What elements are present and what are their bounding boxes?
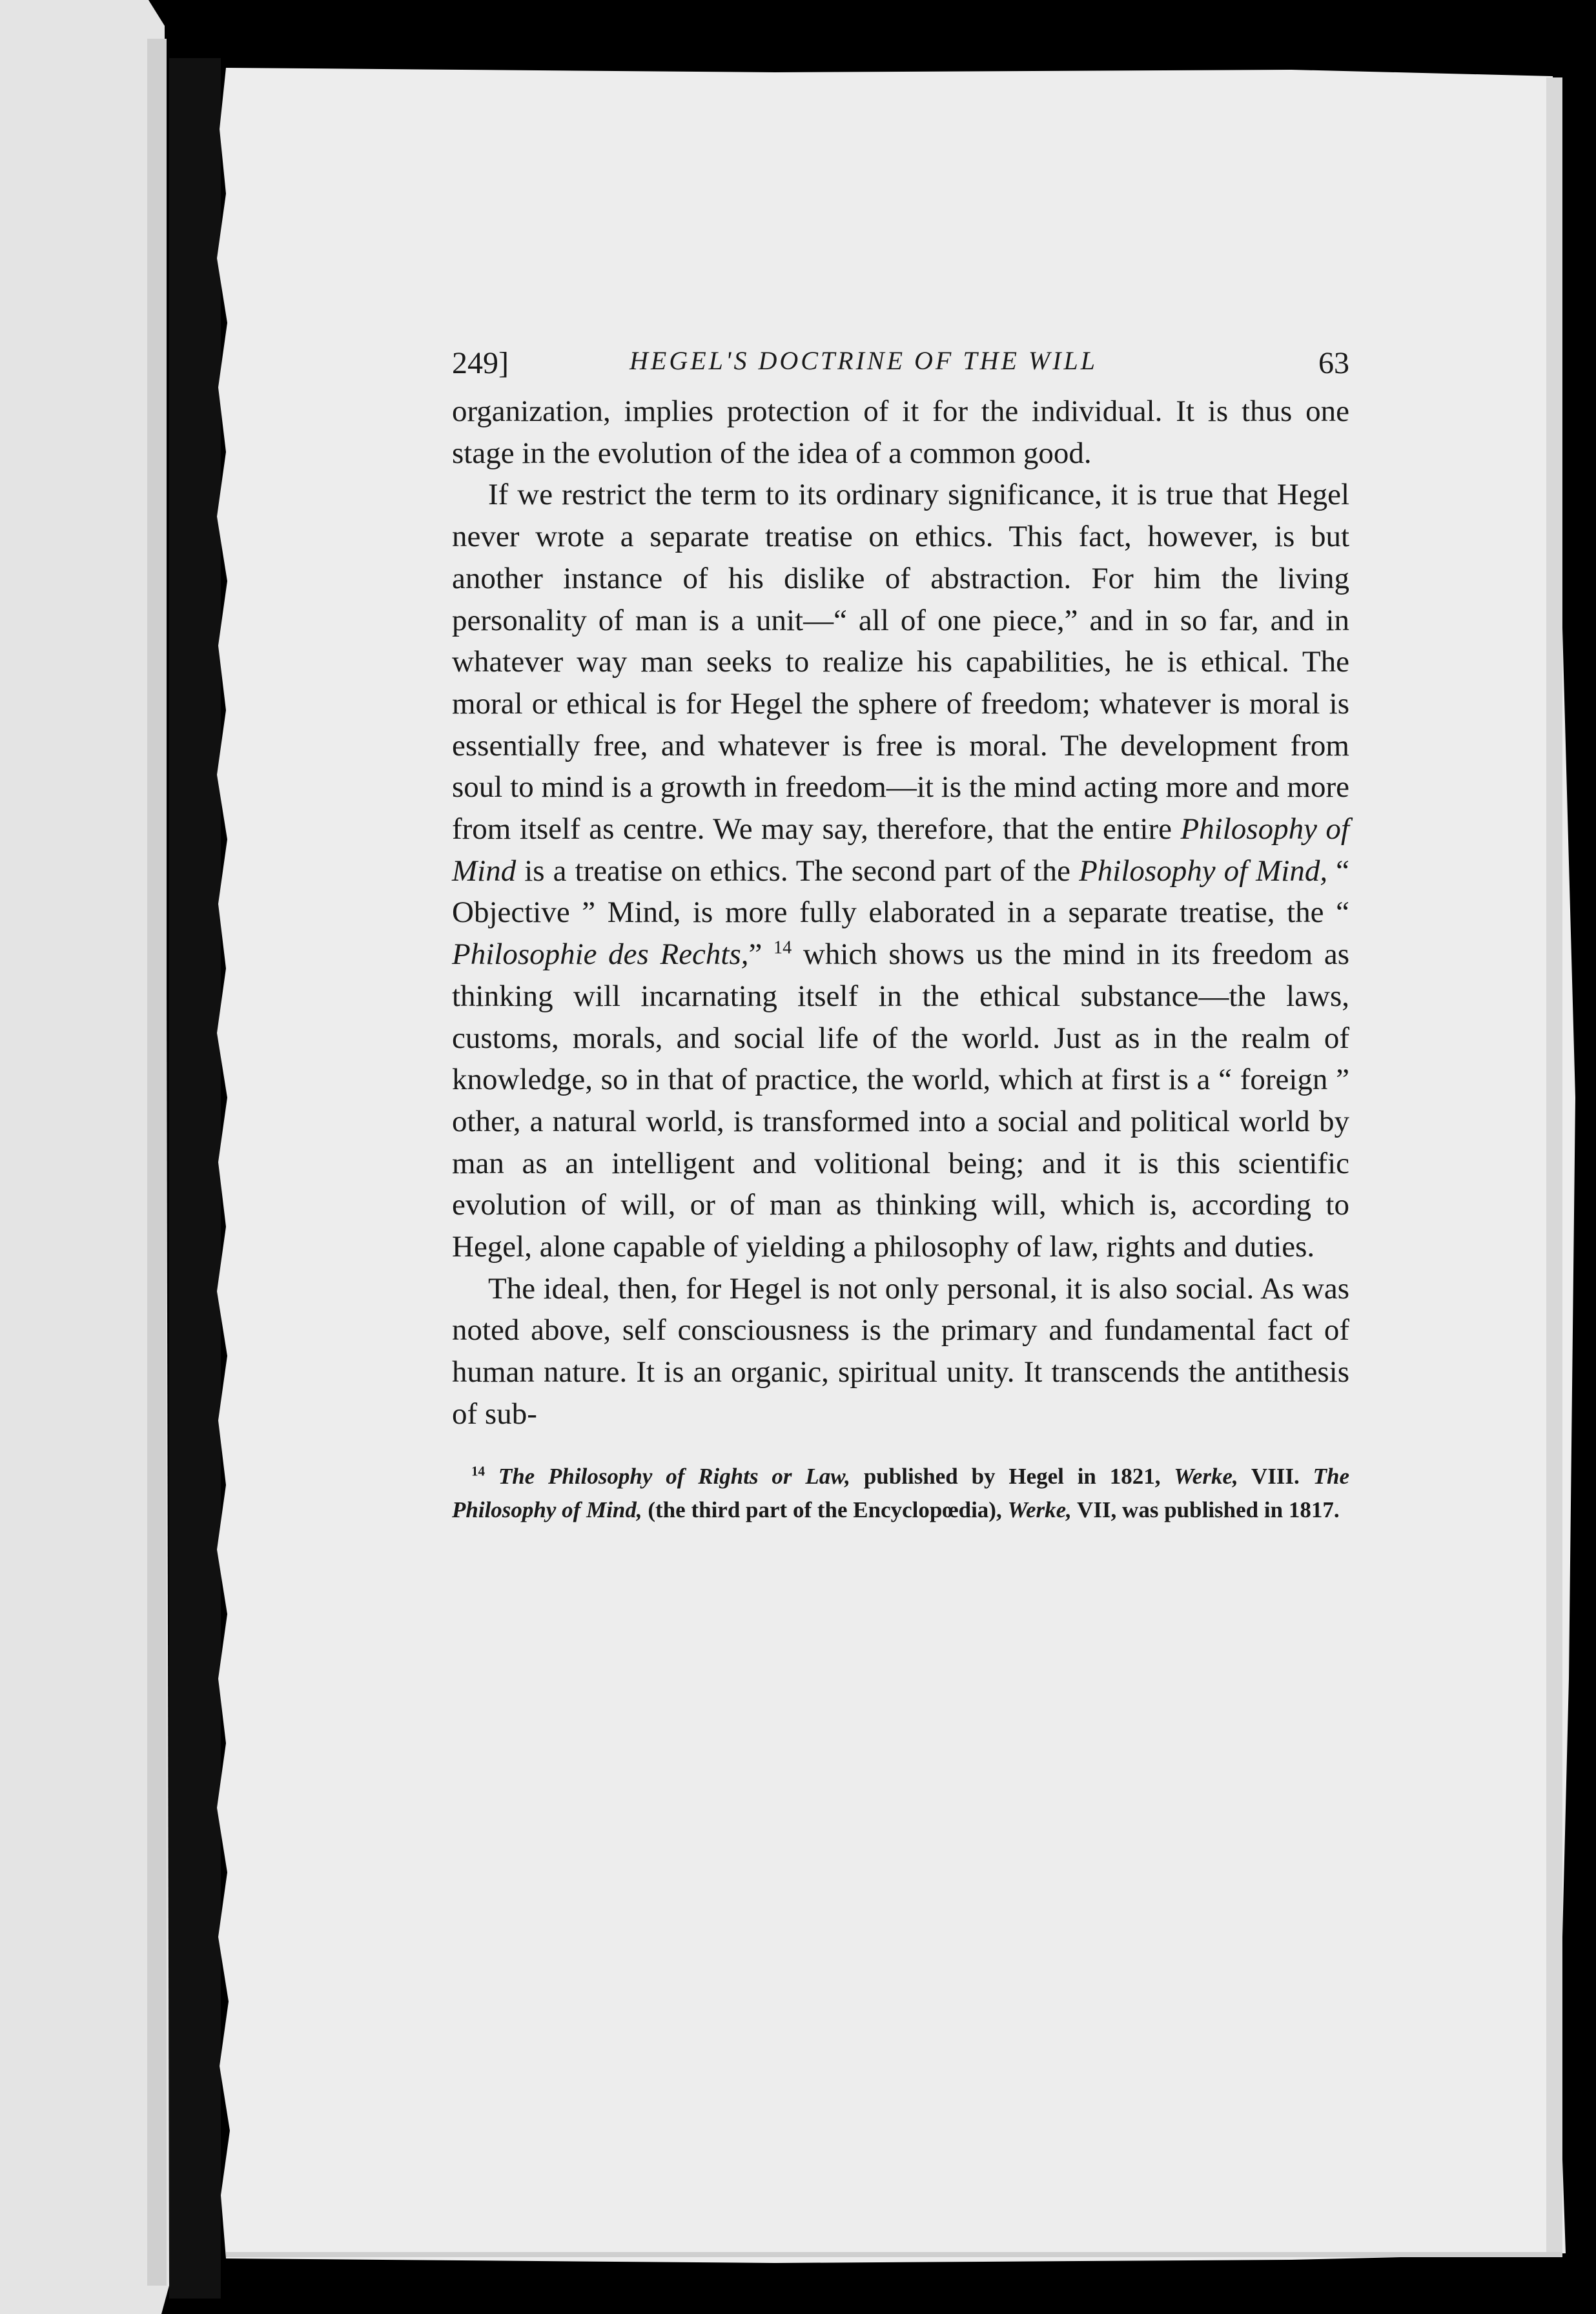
page-text [452,333,1349,1527]
paragraph-2 [452,474,1349,1267]
paragraph-1: organization, implies protection of it for the individual. It is thus one stage in the evolution of the idea of a common good. [452,394,1349,470]
left-leaf [0,0,169,2314]
footnote-title: Werke, [1174,1463,1238,1489]
footnote-ref: 14 [773,937,792,958]
footnote-number: 14 [471,1462,485,1479]
footnote-title: Werke, [1007,1497,1072,1522]
body-text [452,391,1349,1435]
footnote-text-1: published by Hegel in 1821, [850,1463,1174,1489]
book-title: Philosophy of Mind [452,812,1349,888]
footnote-14 [452,1460,1349,1527]
paragraph-3: The ideal, then, for Hegel is not only personal, it is also social. As was noted above, self consciousness is the primary and fundamental fact of human nature. It is an organic, spiritual unity. It transcends the antithesis of sub- [452,1271,1349,1431]
footnote-title: The Philosophy of Mind, [452,1463,1350,1522]
running-head-title: HEGEL'S DOCTRINE OF THE WILL [629,346,1098,375]
paragraph-2-text-1: If we restrict the term to its ordinary significance, it is true that Hegel never wrote a separate treatise on ethics. This fact, however, is but another instance of his dislike of abstraction. For him the living personality of man is a unit—“ all of one piece,” and in so far, and in whatever way man seeks to realize his capabilities, he is ethical. The moral or ethical is for Hegel the sphere of freedom; whatever is moral is essentially free, and whatever is free is moral. The development from soul to mind is a growth in freedom—it is the mind acting more and more from itself as centre. We may say, therefore, that the entire [452,478,1349,846]
paragraph-2-text-3: “ Objective ” Mind, is more fully elaborated in a separate treatise, the “ [452,854,1349,930]
page-number-left: 249] [452,346,509,380]
footnotes [452,1460,1349,1527]
book-title: Philosophy of Mind, [1079,854,1328,888]
footnote-text-4: VII, was published in 1817. [1071,1497,1340,1522]
page-number-right: 63 [1318,346,1349,380]
paragraph-2-text-5: which shows us the mind in its freedom as thinking will incarnating itself in the ethical substance—the laws, customs, morals, and social life of the world. Just as in the realm of knowledge, so in that of practice, the world, which at first is a “ foreign ” other, a natural world, is transformed into a social and political world by man as an intelligent and volitional being; and it is this scientific evolution of will, or of man as thinking will, which is, according to Hegel, alone capable of yielding a philosophy of law, rights and duties. [452,937,1349,1264]
footnote-text-2: VIII. [1238,1463,1313,1489]
footnote-title: The Philosophy of Rights or Law, [498,1463,851,1489]
footnote-text-3: (the third part of the Encyclopœdia), [642,1497,1008,1522]
book-title: Philosophie des Rechts, [452,937,749,972]
running-head [452,333,1349,391]
paragraph-2-text-2: is a treatise on ethics. The second part of the [516,854,1079,888]
paragraph-2-text-4: ” [748,937,774,972]
